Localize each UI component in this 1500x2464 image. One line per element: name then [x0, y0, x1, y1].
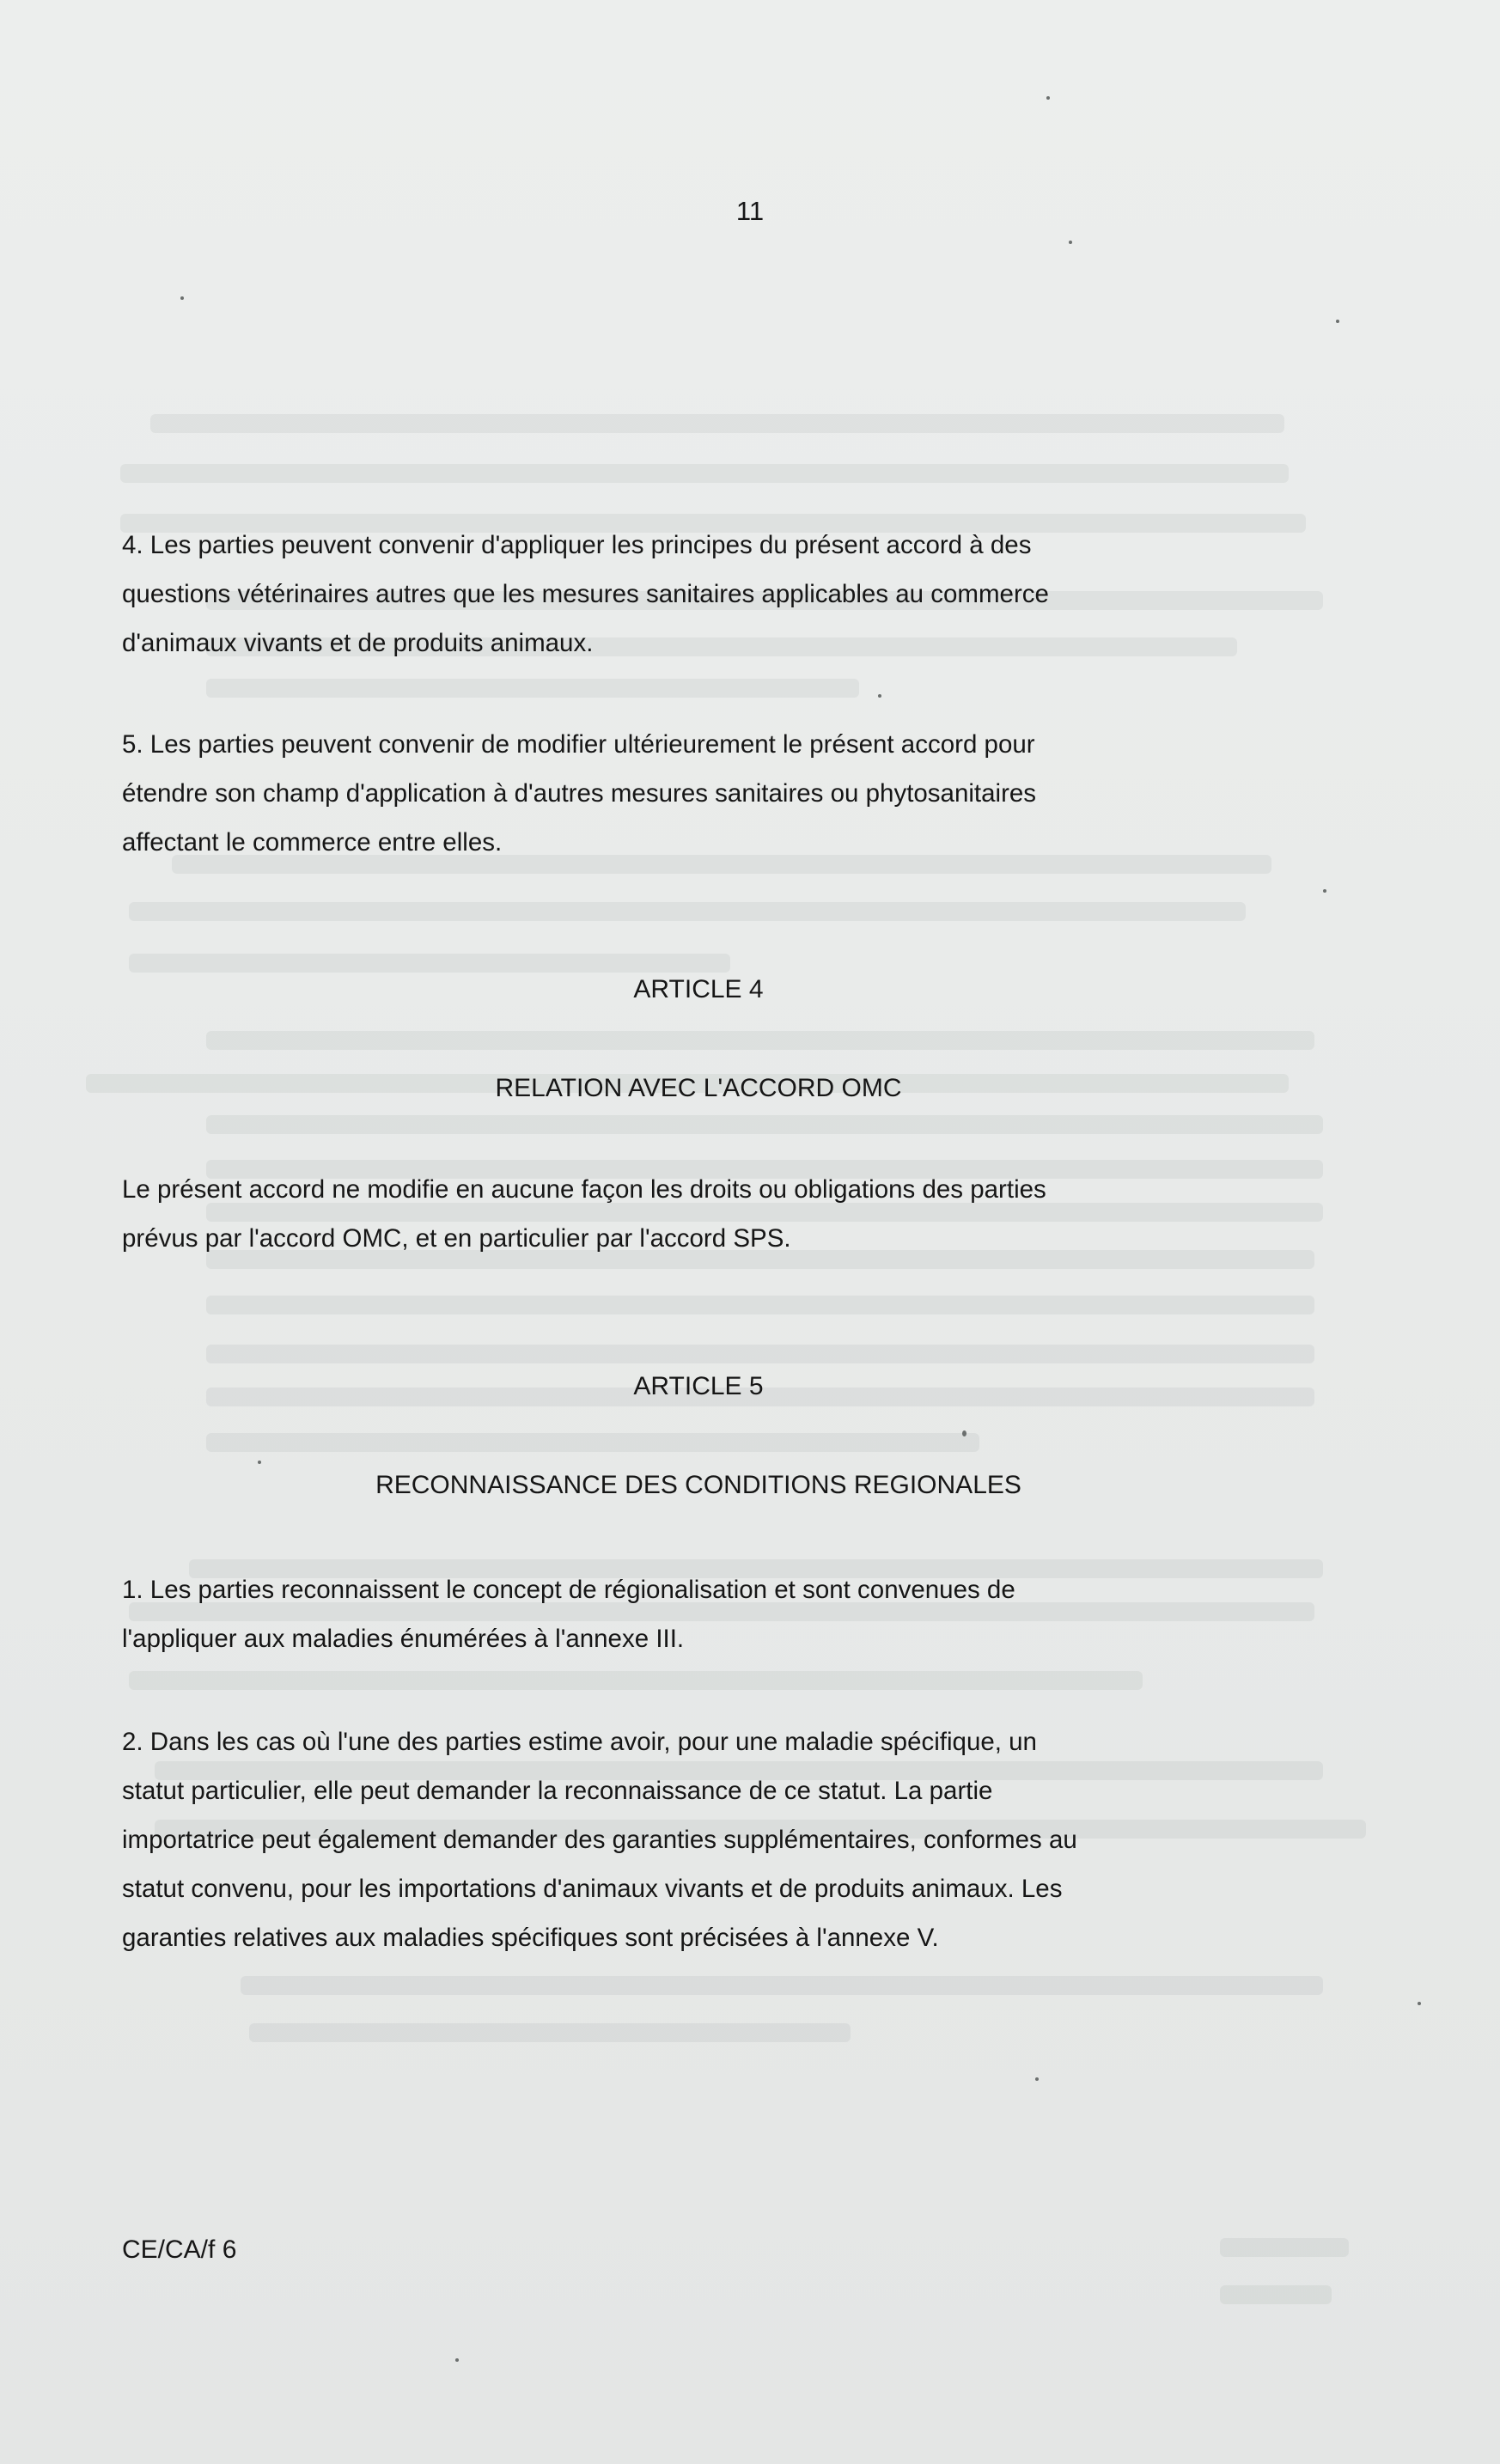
- text-line: 5. Les parties peuvent convenir de modifier ultérieurement le présent accord pour: [122, 730, 1035, 759]
- scan-speck: [258, 1461, 261, 1464]
- text-line: Le présent accord ne modifie en aucune façon les droits ou obligations des parties: [122, 1175, 1046, 1204]
- text-line: 2. Dans les cas où l'une des parties estime avoir, pour une maladie spécifique, un: [122, 1728, 1037, 1756]
- article-5-paragraph-2: [122, 1717, 1385, 1962]
- scan-speck: [180, 296, 184, 300]
- text-line: 1. Les parties reconnaissent le concept de régionalisation et sont convenues de: [122, 1576, 1015, 1604]
- text-line: étendre son champ d'application à d'autres mesures sanitaires ou phytosanitaires: [122, 779, 1037, 808]
- article-4-heading: ARTICLE 4: [633, 975, 764, 1003]
- paragraph-5: [122, 720, 1385, 867]
- scan-speck: [1035, 2077, 1039, 2081]
- text-line: statut particulier, elle peut demander la reconnaissance de ce statut. La partie: [122, 1777, 993, 1805]
- text-line: prévus par l'accord OMC, et en particulier par l'accord SPS.: [122, 1224, 791, 1253]
- article-4-paragraph: [122, 1165, 1385, 1263]
- article-5-heading: ARTICLE 5: [633, 1372, 764, 1400]
- scan-speck: [1323, 889, 1326, 893]
- paragraph-4: [122, 521, 1385, 668]
- text-line: statut convenu, pour les importations d'animaux vivants et de produits animaux. Les: [122, 1875, 1063, 1903]
- article-5-paragraph-1: [122, 1565, 1385, 1663]
- article-4-title: RELATION AVEC L'ACCORD OMC: [495, 1074, 902, 1102]
- scan-speck: [1336, 320, 1339, 323]
- document-reference-footer: CE/CA/f 6: [122, 2235, 237, 2264]
- scan-speck: [1069, 241, 1072, 244]
- scan-speck: [1046, 96, 1050, 100]
- text-line: questions vétérinaires autres que les mesures sanitaires applicables au commerce: [122, 580, 1049, 608]
- text-line: d'animaux vivants et de produits animaux.: [122, 629, 594, 657]
- page-number: 11: [735, 196, 765, 226]
- scan-speck: [455, 2358, 459, 2362]
- text-line: garanties relatives aux maladies spécifiques sont précisées à l'annexe V.: [122, 1924, 939, 1952]
- text-line: importatrice peut également demander des garanties supplémentaires, conformes au: [122, 1826, 1077, 1854]
- scan-speck: [962, 1430, 966, 1436]
- article-5-title: RECONNAISSANCE DES CONDITIONS REGIONALES: [375, 1471, 1021, 1499]
- text-line: affectant le commerce entre elles.: [122, 828, 503, 857]
- text-line: 4. Les parties peuvent convenir d'appliquer les principes du présent accord à des: [122, 531, 1032, 559]
- scan-speck: [1418, 2002, 1421, 2005]
- text-line: l'appliquer aux maladies énumérées à l'annexe III.: [122, 1625, 685, 1653]
- scan-speck: [878, 694, 881, 698]
